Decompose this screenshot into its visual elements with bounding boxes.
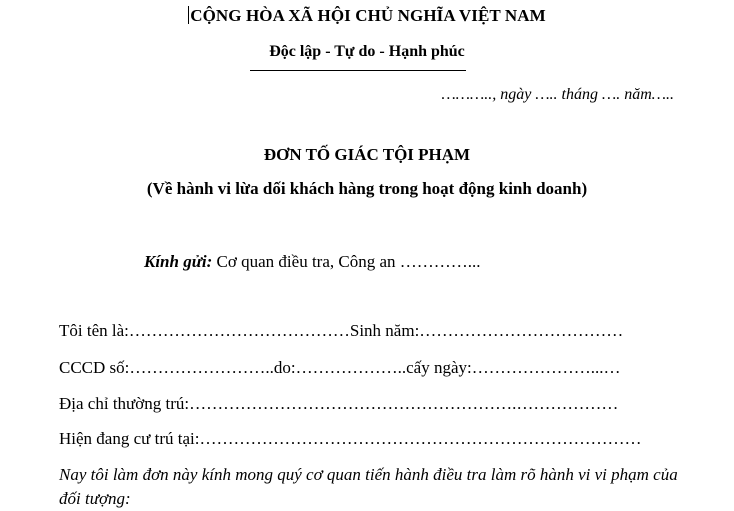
- date-line: ……….., ngày ….. tháng …. năm…..: [441, 86, 674, 103]
- recipient-value: Cơ quan điều tra, Công an …………...: [212, 252, 481, 271]
- document-subtitle: (Về hành vi lừa dối khách hàng trong hoạt động kinh doanh): [146, 179, 588, 198]
- permanent-address-line: Địa chỉ thường trú:………………………………………………….………………: [59, 394, 619, 413]
- motto-underline: [250, 70, 466, 71]
- id-card-line: CCCD số:……………………..do:………………..cấy ngày:…………………...…: [59, 358, 621, 377]
- name-birth-year-line: Tôi tên là:…………………………………Sinh năm:………………………………: [59, 321, 624, 340]
- document-title: ĐƠN TỐ GIÁC TỘI PHẠM: [263, 145, 471, 164]
- national-motto: Độc lập - Tự do - Hạnh phúc: [269, 43, 465, 60]
- national-title: [0, 6, 734, 26]
- recipient-line: [144, 252, 481, 272]
- national-title-text: CỘNG HÒA XÃ HỘI CHỦ NGHĨA VIỆT NAM: [190, 6, 546, 25]
- petition-paragraph: Nay tôi làm đơn này kính mong quý cơ quan tiến hành điều tra làm rõ hành vi vi phạm của đối tượng:: [59, 465, 678, 508]
- recipient-label: Kính gửi:: [144, 252, 213, 271]
- current-residence-line: Hiện đang cư trú tại:……………………………………………………………………: [59, 429, 642, 448]
